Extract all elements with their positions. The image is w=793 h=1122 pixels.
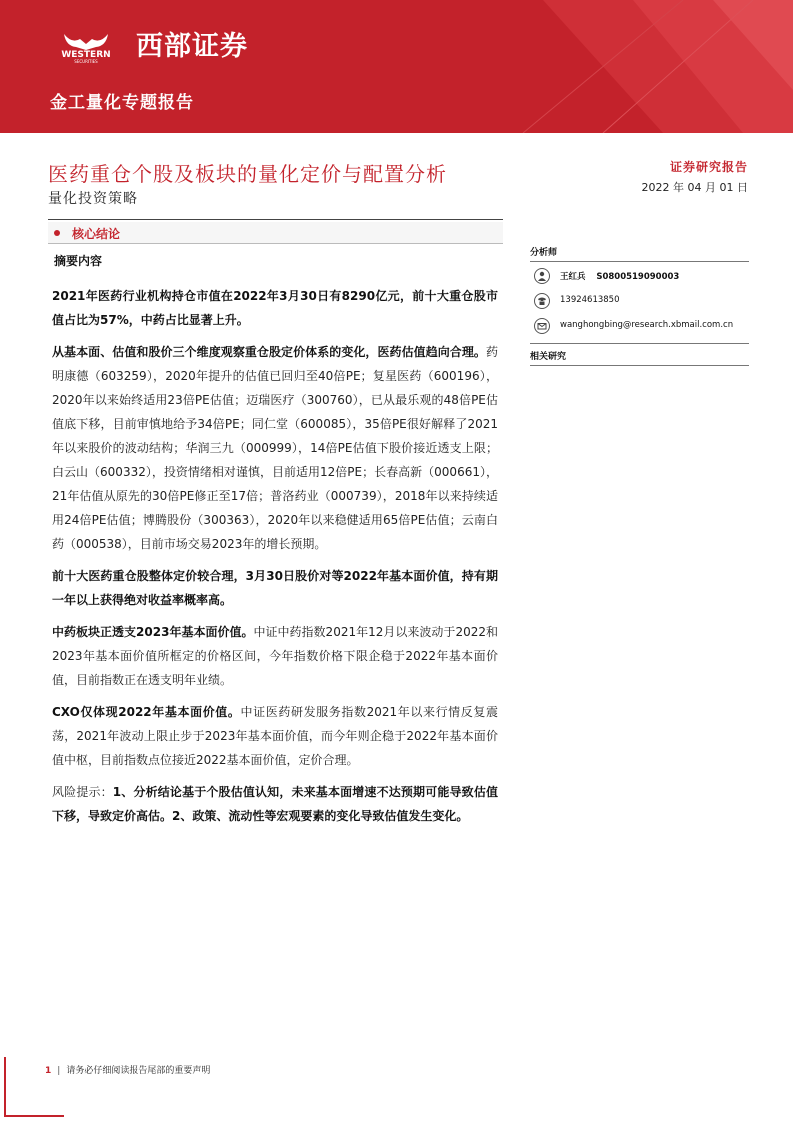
paragraph-1 xyxy=(52,284,498,332)
paragraph-4 xyxy=(52,620,498,692)
analyst-contact xyxy=(530,266,749,287)
logo-en-text: WESTERN xyxy=(61,50,111,60)
risk-lead: 风险提示： xyxy=(52,785,113,799)
risk-paragraph xyxy=(52,780,498,828)
paragraph-4-bold: 中药板块正透支2023年基本面价值。 xyxy=(52,625,254,639)
footer-accent-horizontal xyxy=(4,1115,64,1117)
phone-icon xyxy=(534,293,550,309)
person-icon xyxy=(534,268,550,284)
page-number: 1 xyxy=(45,1066,52,1076)
western-logo-icon xyxy=(50,30,122,64)
paragraph-5-text: 中证医药研发服务指数2021年以来行情反复震荡，2021年波动上限止步于2023年基本面价值，而今年则企稳于2022年基本面价值中枢，目前指数点位接近2022基本面价值，定价合理。 xyxy=(52,705,499,767)
footer-notice: 请务必仔细阅读报告尾部的重要声明 xyxy=(66,1066,211,1076)
paragraph-5-bold: CXO仅体现2022年基本面价值。 xyxy=(52,705,241,719)
analyst-cert: S0800519090003 xyxy=(596,272,680,282)
title-divider xyxy=(48,219,503,220)
main-content xyxy=(52,252,498,836)
logo-cn-text: 西部证券 xyxy=(136,31,248,62)
report-subtitle: 量化投资策略 xyxy=(48,191,138,207)
page-footer xyxy=(45,1063,210,1076)
paragraph-2-text: 药明康德（603259），2020年提升的估值已回归至40倍PE；复星医药（600196），2020年以来始终适用23倍PE估值；迈瑞医疗（300760），已从最乐观的48倍PE估值底下移，目前审慎地给予34倍PE；同仁堂（600085），35倍PE很好解释了2021年以来股价的波动结构；华润三九（000999），14倍PE估值下股价接近透支上限；白云山（600332），投资情绪相对谨慎，目前适用12倍PE；长春高新（000661），21年估值从原先的30倍PE修正至17倍；普洛药业（000739），2018年以来持续适用24倍PE估值；博腾股份（300363），2020年以来稳健适用65倍PE估值；云南白药（000538），目前市场交易2023年的增长预期。 xyxy=(52,345,498,551)
company-logo xyxy=(50,30,248,64)
analyst-name: 王红兵 xyxy=(560,272,586,282)
analyst-phone: 13924613850 xyxy=(560,295,620,305)
sidebar-divider xyxy=(530,343,749,344)
report-header xyxy=(0,0,793,133)
section-header xyxy=(48,222,503,244)
abstract-title: 摘要内容 xyxy=(54,254,103,268)
paragraph-3 xyxy=(52,564,498,612)
paragraph-5 xyxy=(52,700,498,772)
report-type-label: 证券研究报告 xyxy=(669,160,748,174)
email-icon xyxy=(534,318,550,334)
section-label: 核心结论 xyxy=(72,227,121,241)
paragraph-2-bold: 从基本面、估值和股价三个维度观察重仓股定价体系的变化，医药估值趋向合理。 xyxy=(52,345,486,359)
paragraph-2 xyxy=(52,340,498,556)
report-date: 2022 年 04 月 01 日 xyxy=(641,181,748,194)
footer-accent-vertical xyxy=(4,1057,6,1117)
analyst-email: wanghongbing@research.xbmail.com.cn xyxy=(560,320,734,330)
related-research-heading: 相关研究 xyxy=(530,349,749,366)
header-decorative-pattern xyxy=(463,0,793,133)
analyst-heading: 分析师 xyxy=(530,245,749,262)
bullet-icon xyxy=(54,230,60,236)
risk-bold: 1、分析结论基于个股估值认知，未来基本面增速不达预期可能导致估值下移，导致定价高估。2、政策、流动性等宏观要素的变化导致估值发生变化。 xyxy=(52,785,498,823)
paragraph-3-bold: 前十大医药重仓股整体定价较合理，3月30日股价对等2022年基本面价值，持有期一年以上获得绝对收益率概率高。 xyxy=(52,569,498,607)
paragraph-1-bold: 2021年医药行业机构持仓市值在2022年3月30日有8290亿元，前十大重仓股市值占比为57%，中药占比显著上升。 xyxy=(52,289,498,327)
report-title: 医药重仓个股及板块的量化定价与配置分析 xyxy=(48,162,447,186)
email-contact xyxy=(530,316,749,337)
paragraph-4-text: 中证中药指数2021年12月以来波动于2022和2023年基本面价值所框定的价格区间，今年指数价格下限企稳于2022年基本面价值，目前指数正在透支明年业绩。 xyxy=(52,625,498,687)
logo-en-sub-text: SECURITIES xyxy=(74,59,98,64)
report-series: 金工量化专题报告 xyxy=(50,93,194,113)
analyst-sidebar xyxy=(530,245,749,366)
footer-separator: | xyxy=(57,1066,61,1076)
phone-contact xyxy=(530,291,749,312)
